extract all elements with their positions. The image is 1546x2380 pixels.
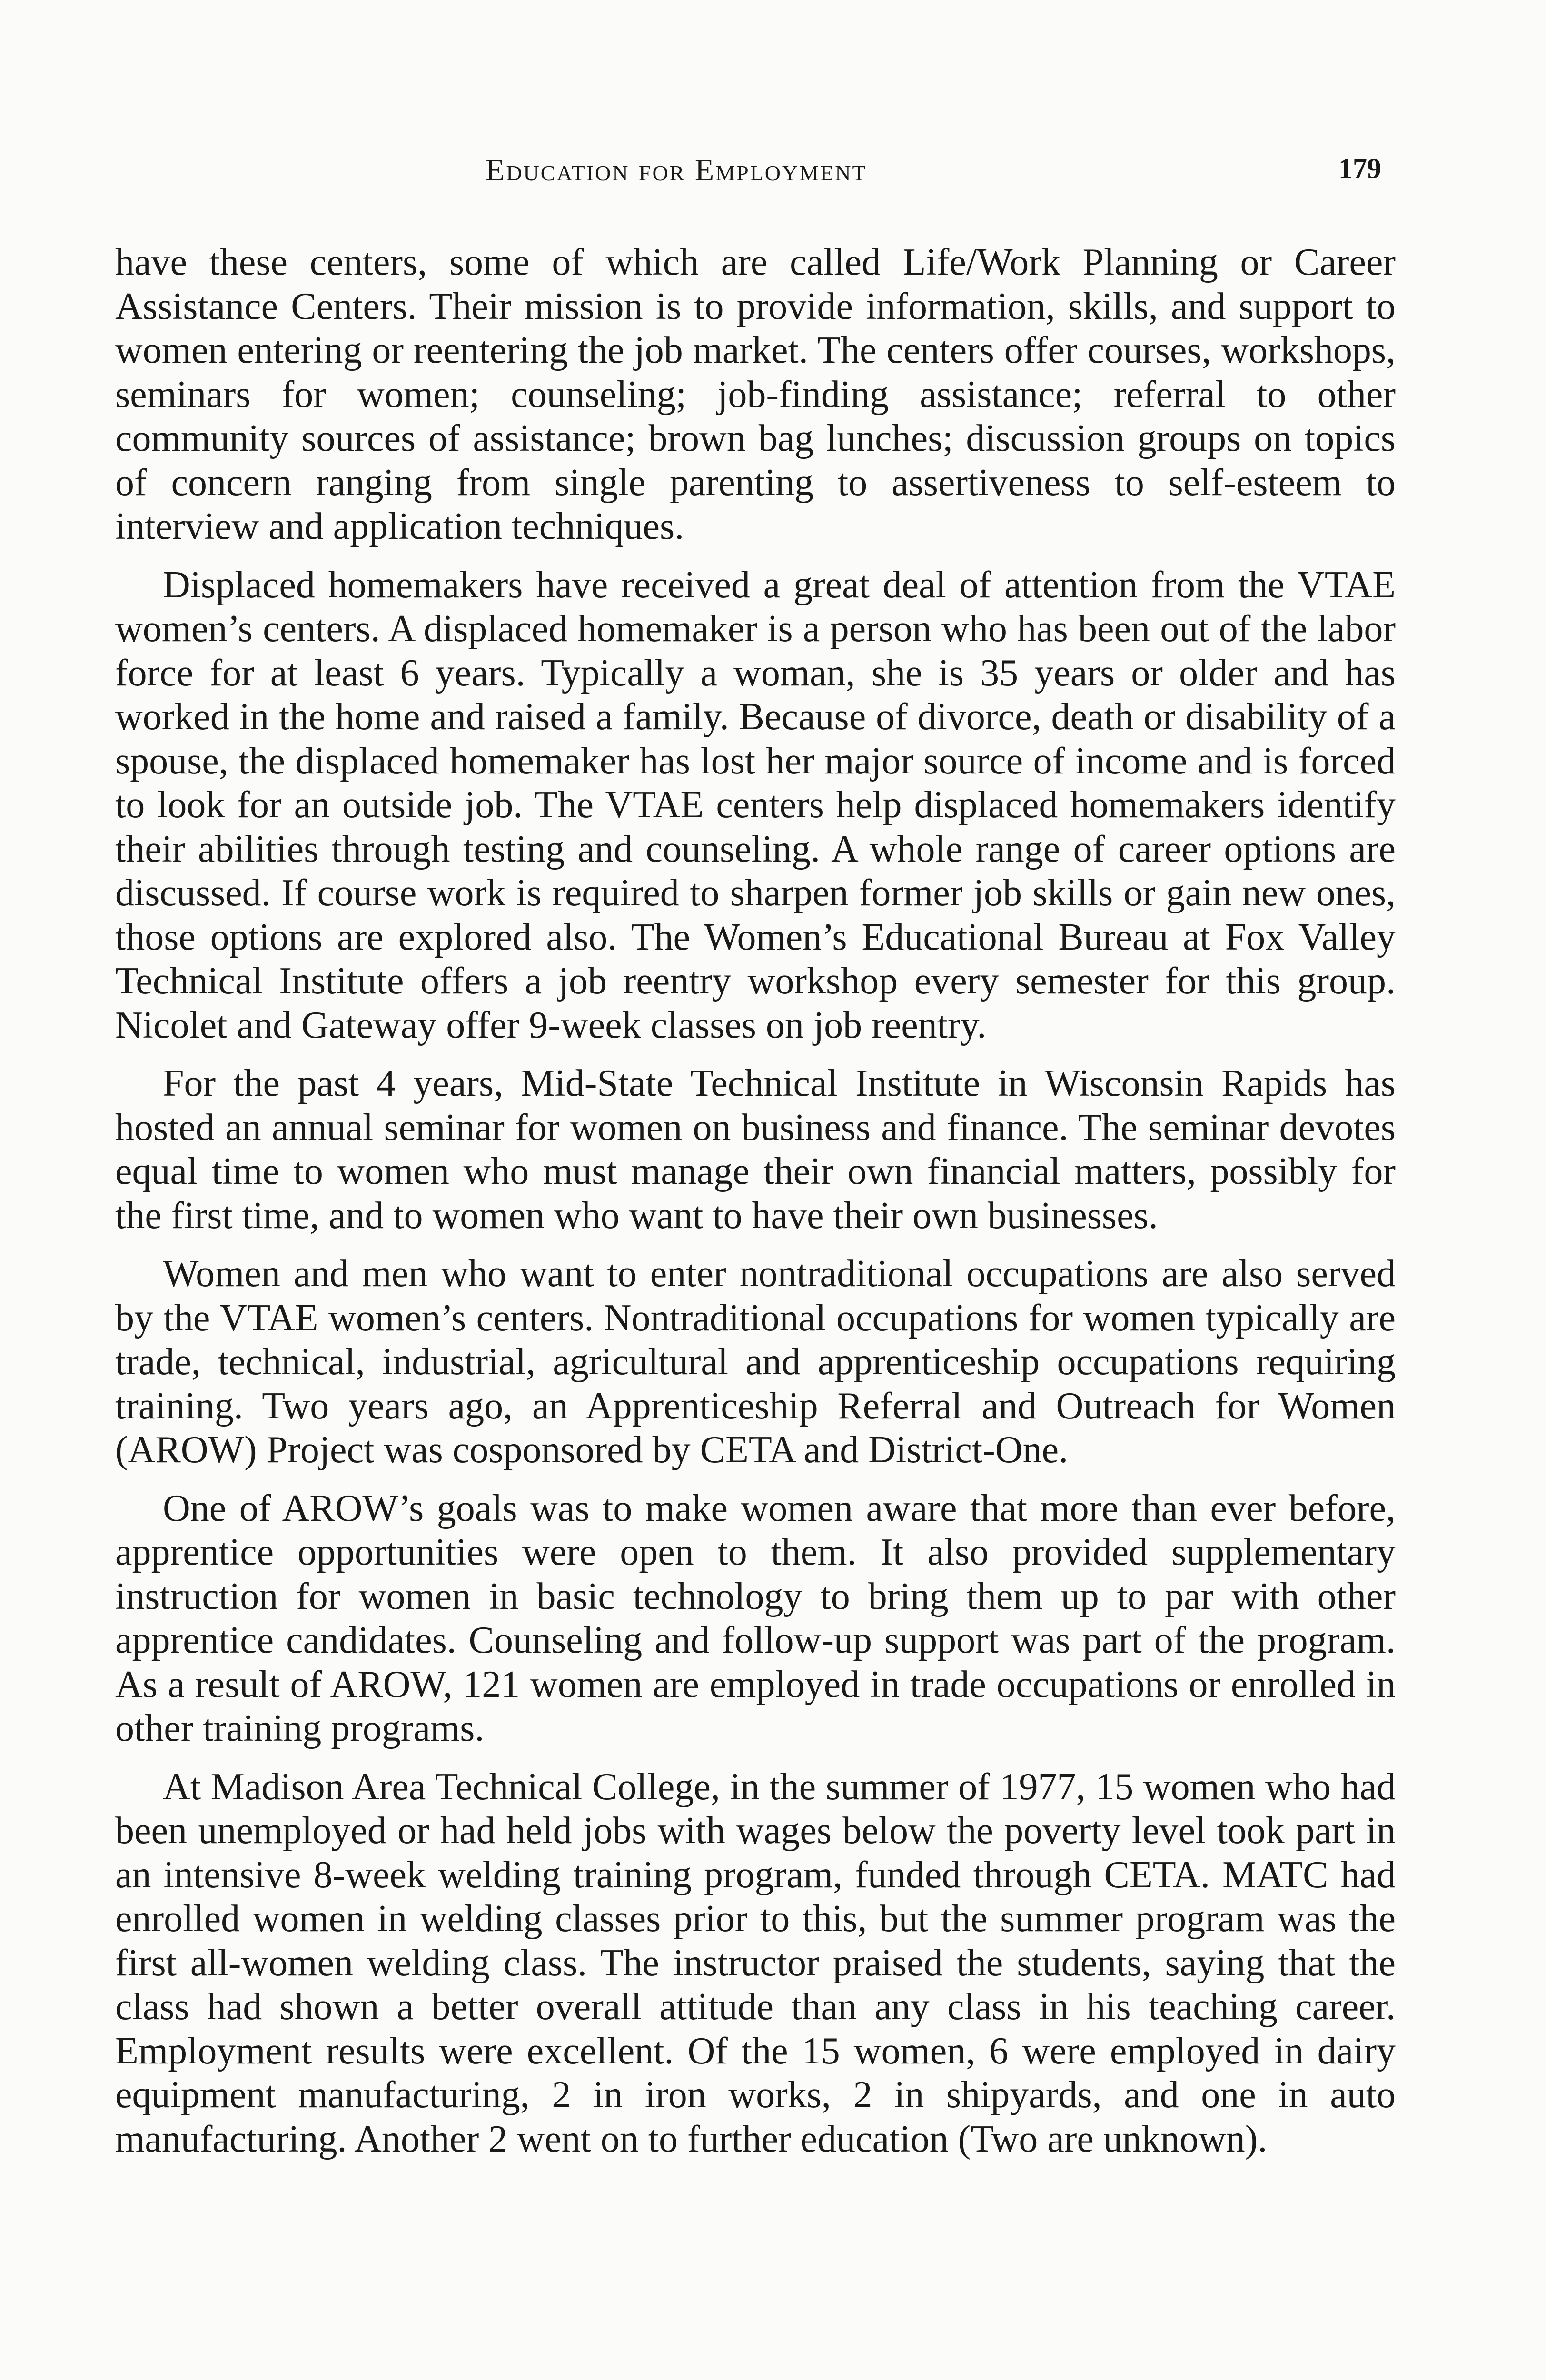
paragraph-arow-goals: One of AROW’s goals was to make women aware that more than ever before, apprentice opportunities were open to them. It also provided supplementary instruction for women in basic technology to bring them up to par with other apprentice candidates. Counseling and follow-up support was part of the program. As a result of AROW, 121 women are employed in trade occupations or enrolled in other training programs. [115,1487,1396,1749]
paragraph-business-finance-seminar: For the past 4 years, Mid-State Technical Institute in Wisconsin Rapids has hosted an annual seminar for women on business and finance. The seminar devotes equal time to women who must manage their own financial matters, possibly for the first time, and to women who want to have their own businesses. [115,1062,1396,1237]
body-text [115,240,1396,2161]
paragraph-displaced-homemakers: Displaced homemakers have received a great deal of attention from the VTAE women’s centers. A displaced homemaker is a person who has been out of the labor force for at least 6 years. Typically a woman, she is 35 years or older and has worked in the home and raised a family. Because of divorce, death or disability of a spouse, the displaced homemaker has lost her major source of income and is forced to look for an outside job. The VTAE centers help displaced homemakers identify their abilities through testing and counseling. A whole range of career options are discussed. If course work is required to sharpen former job skills or gain new ones, those options are explored also. The Women’s Educational Bureau at Fox Valley Technical Institute offers a job reentry workshop every semester for this group. Nicolet and Gateway offer 9-week classes on job reentry. [115,564,1396,1046]
paragraph-matc-welding: At Madison Area Technical College, in the summer of 1977, 15 women who had been unemployed or had held jobs with wages below the poverty level took part in an intensive 8-week welding training program, funded through CETA. MATC had enrolled women in welding classes prior to this, but the summer program was the first all-women welding class. The instructor praised the students, saying that the class had shown a better overall attitude than any class in his teaching career. Employment results were excellent. Of the 15 women, 6 were employed in dairy equipment manufacturing, 2 in iron works, 2 in shipyards, and one in auto manufacturing. Another 2 went on to further education (Two are unknown). [115,1765,1396,2160]
running-title: Education for Employment [486,153,867,188]
running-header [0,152,1546,200]
paragraph-nontraditional-occupations: Women and men who want to enter nontraditional occupations are also served by the VTAE women’s centers. Nontraditional occupations for women typically are trade, technical, industrial, agricultural and apprenticeship occupations requiring training. Two years ago, an Apprenticeship Referral and Outreach for Women (AROW) Project was cosponsored by CETA and District-One. [115,1253,1396,1471]
page-number: 179 [1338,153,1381,184]
paragraph-womens-centers: have these centers, some of which are called Life/Work Planning or Career Assistance Centers. Their mission is to provide information, skills, and support to women entering or reentering the job market. The centers offer courses, workshops, seminars for women; counseling; job-finding assistance; referral to other community sources of assistance; brown bag lunches; discussion groups on topics of concern ranging from single parenting to assertiveness to self-esteem to interview and application techniques. [115,241,1396,547]
